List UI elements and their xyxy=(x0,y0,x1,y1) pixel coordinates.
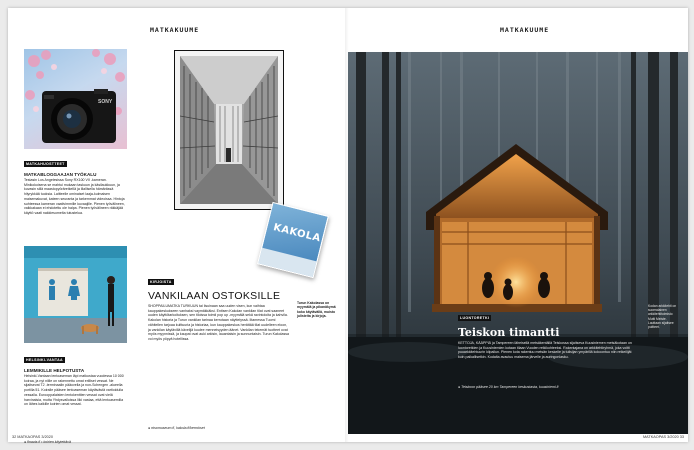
kakola-book xyxy=(257,202,329,278)
prison-corridor-photo xyxy=(180,56,278,204)
teisko-article xyxy=(458,306,633,390)
kakola-heading: VANKILAAN OSTOKSILLE xyxy=(148,290,281,302)
camera-article xyxy=(24,152,127,239)
helsinki-article xyxy=(24,348,127,445)
helsinki-heading: LEMMIKILLE HELPOTUSTA xyxy=(24,368,85,373)
airport-photo xyxy=(24,246,127,343)
right-section-title: MATKAKUUME xyxy=(500,26,550,34)
teisko-tag: LUONTORETKI xyxy=(460,316,490,320)
kakola-footer: ● ntsomuseum.fi, kakola.fi/kerrokset xyxy=(148,426,205,430)
camera-heading: MATKABLOGGAAJAN TYÖKALU xyxy=(24,172,97,177)
teisko-caption: Kodan arkkitehti on suomalainen arkkitehtitoimisto Mutti Meiste. Lauttaan sijaitsee puitteet. xyxy=(648,304,677,330)
kakola-body: SHOPPAILUMATKA TURKUUN tai lisuinaan saa uuden visen, kun vaihtaa kauppakeskukseen vanhaksi vaymäkkäksi. Entisen Kakolan vankilan tilat ovat saaneet uuden käyttötarkoituksen, sen tiloissa toimii pop up -myymälä sekä ravintoloita ja kahvila. Kakolan historia ja Turun vankilan tarinaa kerrotaan näyttelyssä. Iltamessa Tuomi vähitellen tarjoaa kulttuuria ja historiaa, kun kauppakeskus herättää tilat uudelleen eloon, ja vankilan käytävillä kävelijä kuulee menneisyyden äänet. Vankilan tekemät tuotteet ovat myös myynnissä, ja kaupat ovat auki arkisin, lauantaisin ja sunnuntaisin. Turun Kakolassa voi myös yöpyä hotellissa. xyxy=(148,304,289,341)
kakola-book-title: KAKOLA xyxy=(272,222,322,245)
teisko-heading: Teiskon timantti xyxy=(458,326,560,339)
helsinki-footer: ● finavia.fi • koirien käytettävä xyxy=(24,440,71,444)
prison-frame xyxy=(174,50,284,210)
right-folio: MATKAOPAS 3/2020 33 xyxy=(642,435,684,439)
svg-text:SONY: SONY xyxy=(98,99,113,105)
camera-tag: MATKAHUOSTTEET xyxy=(26,162,65,166)
teisko-body: KETTOJA, KÄÄPPIÄ ja Tampereen läheisellä metsäkentällä Teiskossa sijaitseva Kuusiniemen metsäkotaan on luontoretkien ja Kuusiniemien kotaan tilaan Vuoden retkikohteeksi. Rakentajana on arkkitehtiryhmä, joka voitti puuarkkitehtuurin kilpailun. Pienen kota rakentuu metsän keskelle ja tulisijan ympärillä kokoontuu niin retkeilijät kuin paikallisetkin. Kodalta avautuu maisema järvelle ja auringonlasku. xyxy=(458,341,632,360)
helsinki-tag: HELSINKI-VANTAA xyxy=(26,358,63,362)
camera-body: Testasin Los Angelesissa Sony RX100 VII -kameran. Minikokoisena se mahtui mukaan taskuun ja käsilaukkuun, ja kuvasin sillä maastopyöräretkellä ja illallisella hämärässä hiiyrykkää tuoksia. Laitteelle ominaiset laaja-kulmaisen maisemakuvat, kateen seuranta ja tarkemmat videoissa. Hintoja suhteessa kameran vaativimmille kuvaajille. Pienen työvälineen, vaikkakaan ei ehdotettu ole halpa. Pienen työvälineen räkkäjää käyttö vaati nakkiesomelta tutustelua. xyxy=(24,178,125,215)
left-section-title: MATKAKUUME xyxy=(150,26,200,34)
helsinki-body: Helsinki-Vantaan lentoaseman läpi matkustaa vuodessa 10 000 koiraa, ja nyt niille on rakennettu omat erilliset vessat. Ne sijaitsevat T2 -terminaalin pääovella ja non-Schengen -alueella portilla 51. Koiralle pääsee lentoaseman käytävästä vartioidulla vessalla. Eurooppalaisten lentokenttien vessat ovat vielä harvinaisia, mutta Yhdysvalloissa liiki vastaa, että lentoasemilla on lähes kaikille koirien omat vessat. xyxy=(24,374,124,407)
kakola-tag: KIRJOISTA xyxy=(150,280,172,284)
teisko-footer: ● Teiskoon pääsee 20 km Tampereen keskustasta, kuusiniemi.fi xyxy=(458,385,559,389)
kakola-article xyxy=(148,270,290,431)
left-folio: 32 MATKAOPAS 3/2020 xyxy=(12,435,54,439)
camera-photo xyxy=(24,49,127,149)
airport-illustration xyxy=(24,246,127,343)
magazine-spread xyxy=(8,8,688,442)
camera-illustration xyxy=(24,49,127,149)
kakola-caption: Turun Kakolassa on myymälä ja pikanäkymä koko käytävällä, muisto julisteita ja kirjoja. xyxy=(297,301,336,318)
